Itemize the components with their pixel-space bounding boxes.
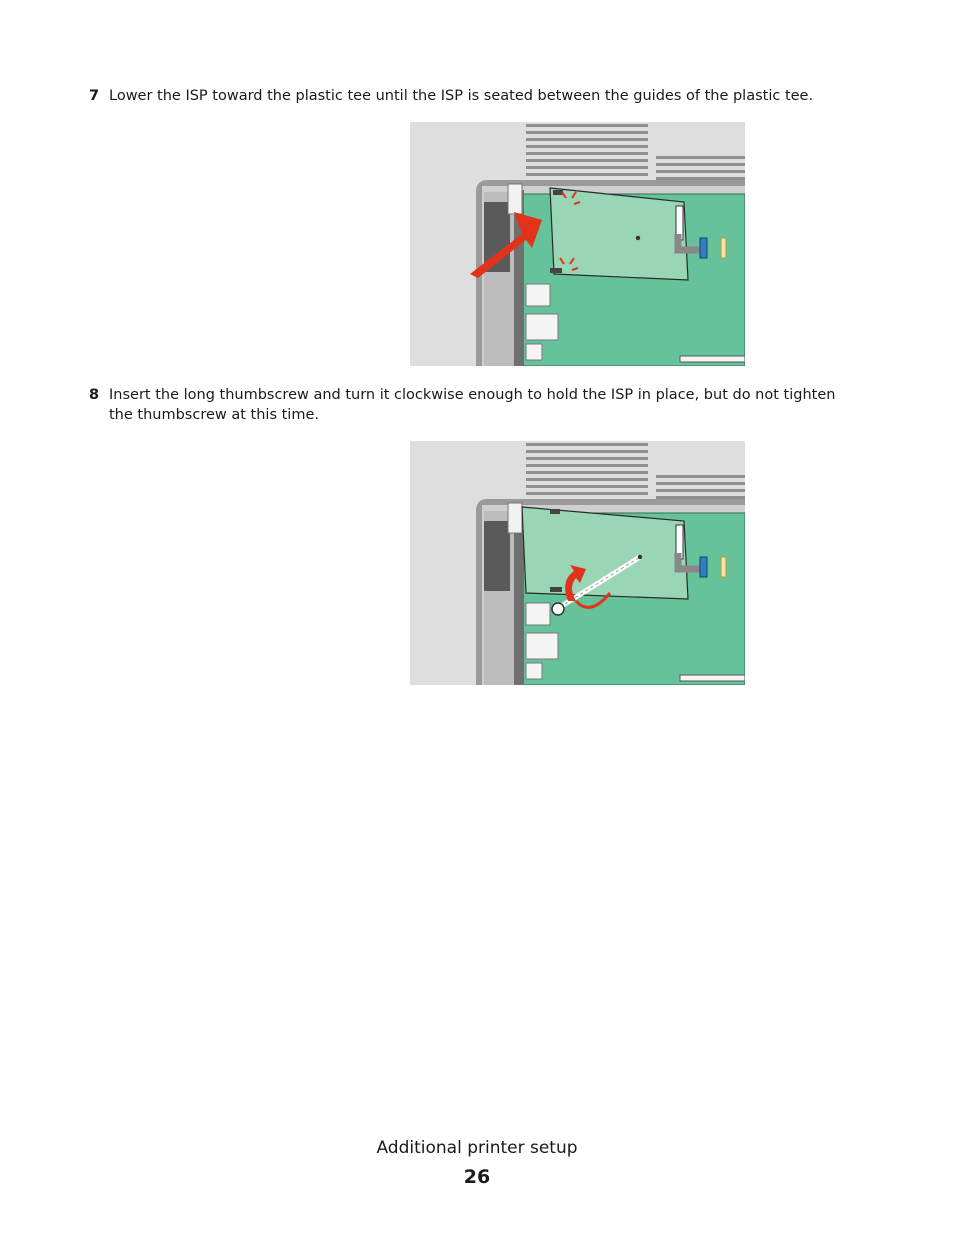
- footer-section-title: Additional printer setup: [376, 1138, 578, 1158]
- step-number: 7: [89, 88, 100, 104]
- page-number: 26: [463, 1166, 491, 1188]
- step-7: [89, 86, 849, 106]
- step-8: [89, 385, 849, 425]
- step-instruction: Lower the ISP toward the plastic tee until the ISP is seated between the guides of the plastic tee.: [109, 88, 814, 104]
- step-number: 8: [89, 387, 100, 403]
- step-instruction: Insert the long thumbscrew and turn it clockwise enough to hold the ISP in place, but do not tighten the thumbscrew at this time.: [109, 387, 836, 423]
- isp-lowering-illustration: [410, 122, 745, 366]
- thumbscrew-insert-illustration: [410, 441, 745, 685]
